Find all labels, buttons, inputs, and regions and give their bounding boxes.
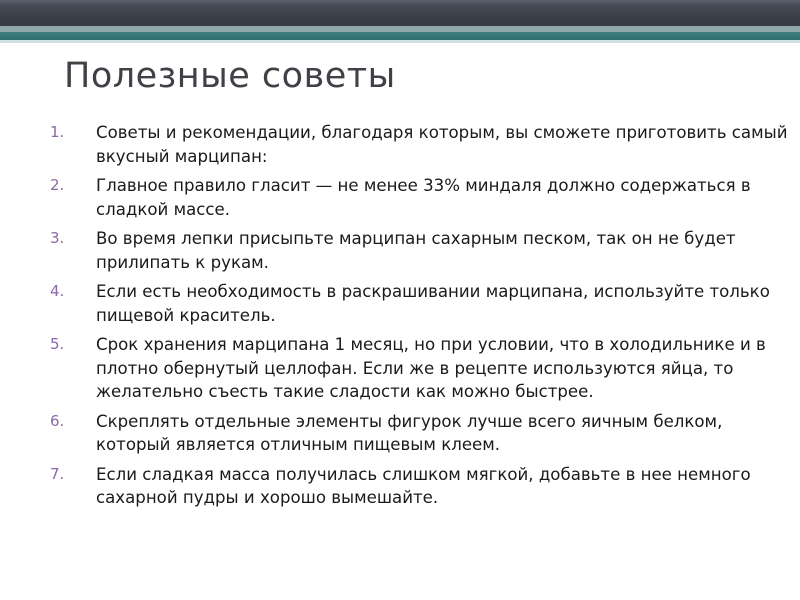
list-item-number: 5. <box>50 335 65 353</box>
list-item <box>50 227 790 274</box>
list-item-text: Если есть необходимость в раскрашивании марципана, используйте только пищевой краситель. <box>96 282 770 325</box>
header-bar-teal <box>0 32 800 40</box>
list-item <box>50 280 790 327</box>
header-bar-shine <box>0 0 800 6</box>
slide-title: Полезные советы <box>64 56 396 96</box>
list-item-text: Во время лепки присыпьте марципан сахарным песком, так он не будет прилипать к рукам. <box>96 229 736 272</box>
list-item-number: 3. <box>50 229 65 247</box>
header-bar-light <box>0 40 800 43</box>
list-item-text: Скреплять отдельные элементы фигурок лучше всего яичным белком, который является отличным пищевым клеем. <box>96 411 723 454</box>
list-item-text: Советы и рекомендации, благодаря которым, вы сможете приготовить самый вкусный марципан: <box>96 123 788 166</box>
list-item-number: 2. <box>50 176 65 194</box>
list-item-number: 6. <box>50 411 65 430</box>
list-item-text: Если сладкая масса получилась слишком мягкой, добавьте в нее немного сахарной пудры и хорошо вымешайте. <box>96 464 751 507</box>
list-item <box>50 463 790 510</box>
list-item <box>50 121 790 168</box>
list-item <box>50 410 790 457</box>
list-item-text: Главное правило гласит — не менее 33% миндаля должно содержаться в сладкой массе. <box>96 176 751 219</box>
list-item <box>50 174 790 221</box>
list-item-text: Срок хранения марципана 1 месяц, но при условии, что в холодильнике и в плотно обернутый целлофан. Если же в рецепте используются яйца, то желательно съесть такие сладости как можно быстрее. <box>96 335 766 401</box>
list-item-number: 1. <box>50 123 65 141</box>
tips-list <box>50 121 790 516</box>
list-item-number: 7. <box>50 464 65 483</box>
list-item <box>50 333 790 404</box>
list-item-number: 4. <box>50 282 65 300</box>
